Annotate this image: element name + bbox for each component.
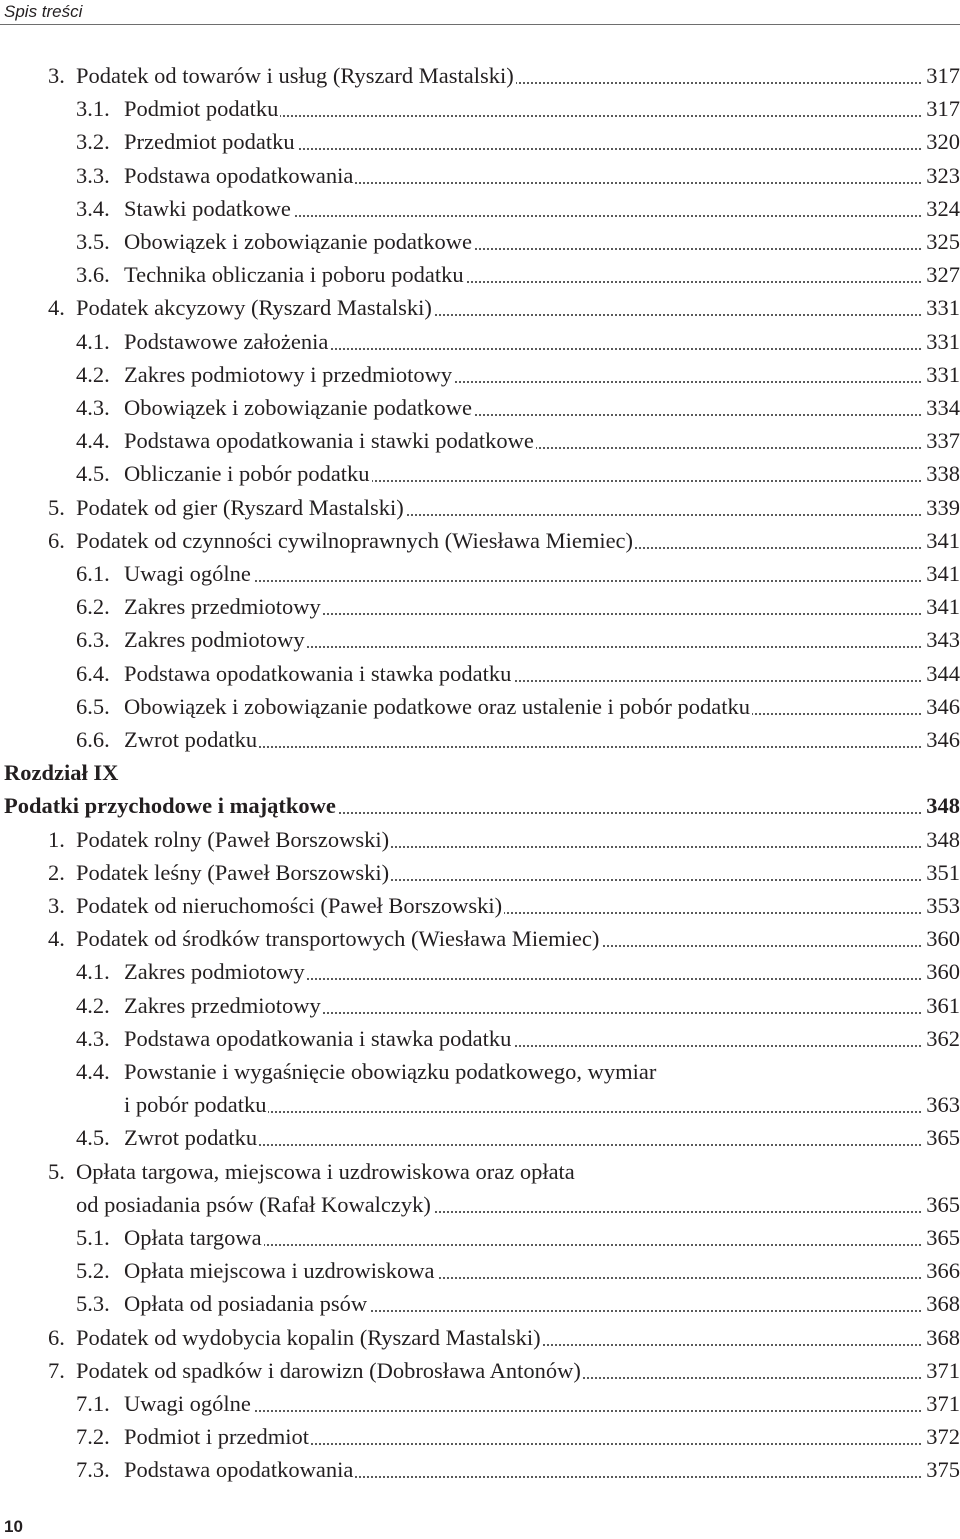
toc-entry-title: Podatek akcyzowy (Ryszard Mastalski) [76,292,960,324]
toc-entry-page: 337 [923,425,960,457]
toc-entry-page: 361 [923,990,960,1022]
toc-entry[interactable] [0,1122,960,1154]
toc-entry-page: 338 [923,458,960,490]
toc-entry-title: Podatek rolny (Paweł Borszowski) [76,824,960,856]
toc-entry[interactable] [0,1089,960,1121]
toc-entry-number: 4.3. [76,395,110,420]
toc-entry-page: 351 [923,857,960,889]
toc-entry-title: Zwrot podatku [124,724,960,756]
toc-entry-number: 6.5. [76,693,110,719]
toc-entry[interactable] [0,226,960,258]
toc-entry[interactable] [0,425,960,457]
toc-entry-title: Opłata targowa [124,1222,960,1254]
toc-entry-title: Podmiot i przedmiot [124,1421,960,1453]
toc-entry[interactable] [0,956,960,988]
toc-entry[interactable] [0,558,960,590]
toc-entry[interactable] [0,359,960,391]
toc-entry-number: 7.1. [76,1391,110,1416]
toc-entry-number: 5.2. [76,1258,110,1284]
page-number: 10 [4,1517,23,1536]
toc-entry-title: Zakres podmiotowy [124,624,960,656]
toc-entry-page: 365 [923,1222,960,1254]
toc-entry-number: 5. [48,1158,65,1184]
toc-entry-title: Podatek od spadków i darowizn (Dobrosława Antonów) [76,1355,960,1387]
toc-entry-page: 323 [923,160,960,192]
toc-entry[interactable] [0,890,960,922]
toc-entry-page: 320 [923,126,960,158]
toc-entry-number: 5. [48,494,65,520]
toc-entry-title: Obowiązek i zobowiązanie podatkowe oraz ustalenie i pobór podatku [124,691,960,723]
toc-entry-title: Podstawa opodatkowania i stawki podatkowe [124,425,960,457]
toc-entry-number: 3. [48,893,65,918]
toc-entry-title: Opłata od posiadania psów [124,1288,960,1320]
toc-entry-number: 3.5. [76,229,110,254]
toc-entry-title: Podatek leśny (Paweł Borszowski) [76,857,960,889]
toc-entry-title: Opłata miejscowa i uzdrowiskowa [124,1255,960,1287]
toc-entry-page: 341 [923,525,960,557]
toc-entry[interactable] [0,93,960,125]
toc-entry-page: 327 [923,259,960,291]
toc-entry-page: 360 [923,956,960,988]
toc-entry[interactable] [0,691,960,723]
toc-entry-number: 3.2. [76,129,110,155]
toc-entry-number: 7.2. [76,1424,110,1450]
toc-entry[interactable] [0,1421,960,1453]
toc-entry-page: 339 [923,492,960,524]
toc-entry-number: 2. [48,859,65,885]
toc-entry-number: 5.3. [76,1291,110,1317]
toc-entry-title: Zakres przedmiotowy [124,591,960,623]
toc-entry-title: Uwagi ogólne [124,558,960,590]
toc-entry[interactable] [0,990,960,1022]
toc-entry-number: 4.5. [76,1125,110,1151]
toc-entry-title: Zwrot podatku [124,1122,960,1154]
toc-entry-number: 3.6. [76,262,110,288]
toc-entry-number: 4.5. [76,461,110,487]
toc-entry[interactable] [0,624,960,656]
toc-entry[interactable] [0,160,960,192]
toc-entry[interactable] [0,857,960,889]
toc-entry-page: 365 [923,1122,960,1154]
toc-entry-title: Uwagi ogólne [124,1388,960,1420]
toc-entry-title: Zakres podmiotowy i przedmiotowy [124,359,960,391]
toc-entry-number: 1. [48,826,65,852]
toc-entry[interactable] [0,326,960,358]
toc-entry-number: 4.2. [76,361,110,387]
toc-entry[interactable] [0,458,960,490]
toc-entry-page: 353 [923,890,960,922]
toc-entry-page: 360 [923,923,960,955]
toc-entry-title: Obliczanie i pobór podatku [124,458,960,490]
toc-entry-title: Powstanie i wygaśnięcie obowiązku podatkowego, wymiar [124,1059,657,1084]
toc-entry-page: 348 [923,824,960,856]
toc-entry-number: 3.4. [76,195,110,221]
toc-entry-number: 3.1. [76,96,110,122]
toc-entry[interactable] [0,1255,960,1287]
toc-entry[interactable] [0,1056,960,1088]
toc-entry-title: Stawki podatkowe [124,193,960,225]
toc-entry-number: 6.2. [76,594,110,620]
toc-entry-page: 371 [923,1388,960,1420]
toc-entry-page: 324 [923,193,960,225]
toc-entry-title: Podatki przychodowe i majątkowe [4,790,960,822]
toc-entry-title: Podatek od gier (Ryszard Mastalski) [76,492,960,524]
toc-entry[interactable] [0,60,960,92]
toc-entry-number: 4.3. [76,1025,110,1051]
toc-entry-number: 6.4. [76,660,110,686]
toc-entry[interactable] [0,1156,960,1188]
toc-entry-page: 331 [923,292,960,324]
toc-entry[interactable] [0,525,960,557]
toc-entry[interactable] [0,1355,960,1387]
toc-entry-number: 6. [48,1324,65,1350]
toc-entry[interactable] [0,790,960,822]
toc-entry[interactable] [0,591,960,623]
toc-entry[interactable] [0,1222,960,1254]
toc-entry-title: Podstawa opodatkowania [124,1454,960,1486]
toc-entry-title: Podatek od czynności cywilnoprawnych (Wiesława Miemiec) [76,525,960,557]
toc-entry-number: 3. [48,63,65,88]
toc-entry-page: 365 [923,1189,960,1221]
toc-entry-page: 348 [923,790,960,822]
toc-entry-number: 4.1. [76,328,110,354]
toc-entry-title: Zakres przedmiotowy [124,990,960,1022]
toc-entry-number: 6.3. [76,627,110,653]
toc-entry-title: Zakres podmiotowy [124,956,960,988]
toc-entry-title: Podstawa opodatkowania i stawka podatku [124,1023,960,1055]
toc-entry-number: 4. [48,295,65,321]
toc-entry-title: Podatek od towarów i usług (Ryszard Mastalski) [76,60,960,92]
toc-entry[interactable] [0,824,960,856]
toc-entry-title: Podatek od nieruchomości (Paweł Borszowski) [76,890,960,922]
toc-entry[interactable] [0,492,960,524]
toc-entry-page: 366 [923,1255,960,1287]
toc-entry-page: 331 [923,359,960,391]
toc-entry-page: 363 [923,1089,960,1121]
toc-entry[interactable] [0,923,960,955]
toc-entry-page: 344 [923,658,960,690]
toc-entry-page: 341 [923,591,960,623]
toc-entry-page: 343 [923,624,960,656]
toc-entry-number: 5.1. [76,1225,110,1250]
toc-entry-page: 362 [923,1023,960,1055]
toc-entry-title: Podstawa opodatkowania [124,160,960,192]
toc-entry-page: 317 [923,93,960,125]
toc-entry[interactable] [0,259,960,291]
toc-entry-page: 371 [923,1355,960,1387]
toc-entry-page: 331 [923,326,960,358]
toc-entry[interactable] [0,1023,960,1055]
toc-entry-number: 6. [48,527,65,553]
toc-entry-page: 368 [923,1322,960,1354]
toc-entry[interactable] [0,1388,960,1420]
toc-entry-number: 4.2. [76,992,110,1018]
toc-entry[interactable] [0,1322,960,1354]
toc-entry-title: Podstawa opodatkowania i stawka podatku [124,658,960,690]
running-head: Spis treści [4,2,83,21]
toc-entry-number: 6.1. [76,561,110,586]
toc-entry-title: Podmiot podatku [124,93,960,125]
toc-entry-page: 372 [923,1421,960,1453]
toc-entry-page: 325 [923,226,960,258]
toc-entry-number: 4.4. [76,428,110,454]
toc-entry-title: Przedmiot podatku [124,126,960,158]
toc-entry-title: Podatek od wydobycia kopalin (Ryszard Mastalski) [76,1322,960,1354]
chapter-label: Rozdział IX [4,760,119,786]
toc-entry[interactable] [0,193,960,225]
toc-entry-page: 346 [923,691,960,723]
toc-entry-page: 334 [923,392,960,424]
toc-entry-title: Podstawowe założenia [124,326,960,358]
toc-entry-number: 4.1. [76,959,110,985]
toc-entry-page: 368 [923,1288,960,1320]
toc-entry-title: od posiadania psów (Rafał Kowalczyk) [76,1189,960,1221]
toc-entry-number: 6.6. [76,727,110,752]
toc-entry-number: 7. [48,1357,65,1383]
toc-entry-number: 3.3. [76,162,110,188]
toc-entry[interactable] [0,1189,960,1221]
toc-entry-title: Technika obliczania i poboru podatku [124,259,960,291]
toc-entry-title: Opłata targowa, miejscowa i uzdrowiskowa oraz opłata [76,1158,575,1184]
toc-entry[interactable] [0,392,960,424]
toc-entry-title: Obowiązek i zobowiązanie podatkowe [124,392,960,424]
toc-entry-page: 346 [923,724,960,756]
toc-entry-title: i pobór podatku [124,1089,960,1121]
toc-entry-page: 375 [923,1454,960,1486]
toc-entry-number: 4.4. [76,1059,110,1084]
toc-entry-title: Podatek od środków transportowych (Wiesława Miemiec) [76,923,960,955]
toc-entry[interactable] [0,1454,960,1486]
toc-entry-page: 317 [923,60,960,92]
toc-entry[interactable] [0,724,960,756]
toc-entry-page: 341 [923,558,960,590]
toc-entry-title: Obowiązek i zobowiązanie podatkowe [124,226,960,258]
toc-entry[interactable] [0,126,960,158]
toc-entry[interactable] [0,658,960,690]
toc-entry[interactable] [0,292,960,324]
toc-entry[interactable] [0,1288,960,1320]
toc-entry-number: 7.3. [76,1457,110,1483]
toc-entry-number: 4. [48,926,65,952]
